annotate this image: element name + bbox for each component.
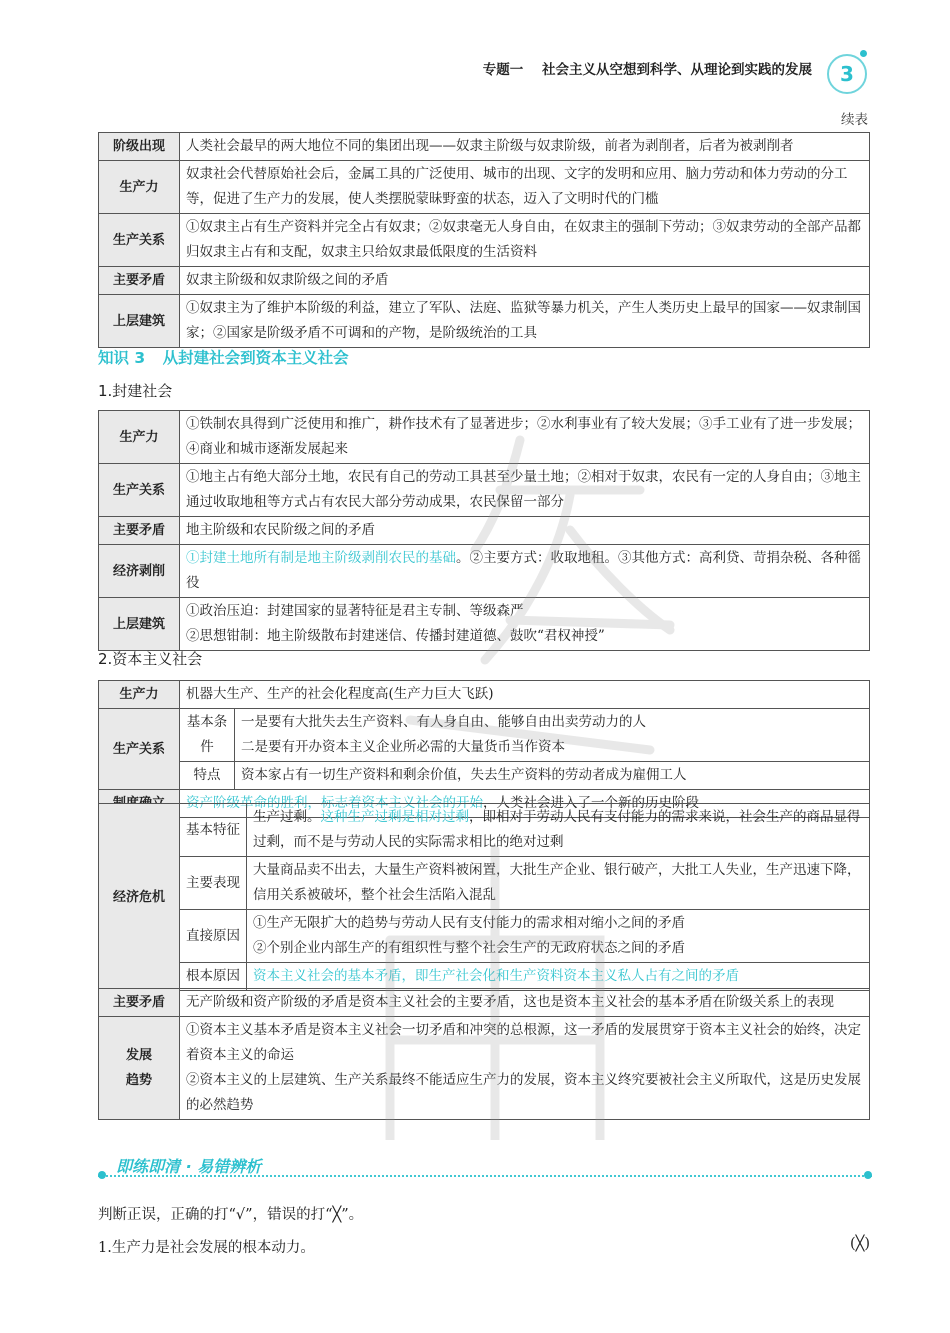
body-text: ，即相对于劳动人民有支付能力的需求来说，社会生产的商品显得过剩，而不是与劳动人民的实际需求相比的绝对过剩 bbox=[253, 809, 861, 850]
table-row bbox=[99, 267, 870, 295]
slave-society-table bbox=[98, 132, 870, 348]
divider-dot bbox=[98, 1171, 106, 1179]
highlighted-text: 这种生产过剩是相对过剩 bbox=[320, 809, 469, 825]
row-content: 大量商品卖不出去，大量生产资料被闲置，大批生产企业、银行破产，大批工人失业，生产迅速下降，信用关系被破坏，整个社会生活陷入混乱 bbox=[247, 857, 870, 910]
table-row bbox=[99, 598, 870, 651]
table-row bbox=[99, 709, 870, 762]
row-header: 主要矛盾 bbox=[99, 989, 180, 1017]
table-row bbox=[99, 910, 870, 963]
instruction: 判断正误，正确的打“√”，错误的打“╳”。 bbox=[98, 1207, 364, 1223]
row-header: 经济剥削 bbox=[99, 545, 180, 598]
header-line-2: 趋势 bbox=[125, 1073, 152, 1088]
continued-label: 续表 bbox=[841, 112, 868, 128]
sub-header: 根本原因 bbox=[180, 963, 247, 991]
row-content: ①地主占有绝大部分土地，农民有自己的劳动工具甚至少量土地；②相对于奴隶，农民有一定的人身自由；③地主通过收取地租等方式占有农民大部分劳动成果，农民保留一部分 bbox=[180, 464, 870, 517]
row-content: 人类社会最早的两大地位不同的集团出现——奴隶主阶级与奴隶阶级，前者为剥削者，后者为被剥削者 bbox=[180, 133, 870, 161]
row-header: 上层建筑 bbox=[99, 295, 180, 348]
table-row bbox=[99, 295, 870, 348]
line-2: ②资本主义的上层建筑、生产关系最终不能适应生产力的发展，资本主义终究要被社会主义所取代，这是历史发展的必然趋势 bbox=[186, 1072, 861, 1113]
topic-label: 专题一 bbox=[482, 62, 524, 78]
row-header: 生产关系 bbox=[99, 214, 180, 267]
row-content: ①铁制农具得到广泛使用和推广，耕作技术有了显著进步；②水利事业有了较大发展；③手工业有了进一步发展；④商业和城市逐渐发展起来 bbox=[180, 411, 870, 464]
divider-dot bbox=[864, 1171, 872, 1179]
row-content bbox=[235, 709, 870, 762]
page-number: 3 bbox=[827, 54, 867, 94]
row-content bbox=[180, 598, 870, 651]
table-row bbox=[99, 963, 870, 991]
row-content bbox=[180, 545, 870, 598]
row-content: 奴隶社会代替原始社会后，金属工具的广泛使用、城市的出现、文字的发明和应用、脑力劳动和体力劳动的分工等，促进了生产力的发展，使人类摆脱蒙昧野蛮的状态，迈入了文明时代的门槛 bbox=[180, 161, 870, 214]
line-2: 二是要有开办资本主义企业所必需的大量货币当作资本 bbox=[241, 739, 565, 755]
feudal-heading: 1.封建社会 bbox=[98, 382, 173, 400]
table-row bbox=[99, 214, 870, 267]
header-line-1: 发展 bbox=[125, 1048, 152, 1063]
page-number-dot bbox=[860, 50, 867, 57]
sub-header: 特点 bbox=[180, 762, 235, 790]
table-row bbox=[99, 161, 870, 214]
row-header: 生产关系 bbox=[99, 464, 180, 517]
numbered-mark: ① bbox=[186, 550, 200, 566]
sub-header: 基本条件 bbox=[180, 709, 235, 762]
row-content bbox=[247, 804, 870, 857]
question-1 bbox=[98, 1236, 870, 1257]
knowledge-title: 从封建社会到资本主义社会 bbox=[162, 349, 349, 367]
table-row bbox=[99, 545, 870, 598]
row-content: 无产阶级和资产阶级的矛盾是资本主义社会的主要矛盾，这也是资本主义社会的基本矛盾在阶级关系上的表现 bbox=[180, 989, 870, 1017]
capitalist-trend-table bbox=[98, 988, 870, 1120]
row-content: 奴隶主阶级和奴隶阶级之间的矛盾 bbox=[180, 267, 870, 295]
row-header: 生产关系 bbox=[99, 709, 180, 790]
table-row bbox=[99, 133, 870, 161]
economic-crisis-table bbox=[98, 803, 870, 991]
table-row bbox=[99, 989, 870, 1017]
sub-header: 主要表现 bbox=[180, 857, 247, 910]
row-header bbox=[99, 1017, 180, 1120]
question-text: 1.生产力是社会发展的根本动力。 bbox=[98, 1240, 315, 1256]
row-content: 地主阶级和农民阶级之间的矛盾 bbox=[180, 517, 870, 545]
row-header: 主要矛盾 bbox=[99, 517, 180, 545]
line-2: ②个别企业内部生产的有组织性与整个社会生产的无政府状态之间的矛盾 bbox=[253, 940, 685, 956]
sub-header: 基本特征 bbox=[180, 804, 247, 857]
line-1: ①政治压迫：封建国家的显著特征是君主专制、等级森严 bbox=[186, 603, 524, 619]
row-content: 资本主义社会的基本矛盾，即生产社会化和生产资料资本主义私人占有之间的矛盾 bbox=[247, 963, 870, 991]
row-content bbox=[247, 910, 870, 963]
table-row bbox=[99, 681, 870, 709]
table-row bbox=[99, 762, 870, 790]
header-title: 社会主义从空想到科学、从理论到实践的发展 bbox=[542, 62, 812, 78]
table-row bbox=[99, 857, 870, 910]
knowledge-number: 知识 3 bbox=[98, 349, 146, 367]
question-answer: (╳) bbox=[849, 1236, 870, 1252]
row-header: 经济危机 bbox=[99, 804, 180, 991]
line-1: 一是要有大批失去生产资料、有人身自由、能够自由出卖劳动力的人 bbox=[241, 714, 646, 730]
table-row bbox=[99, 411, 870, 464]
row-header: 生产力 bbox=[99, 681, 180, 709]
capitalist-heading: 2.资本主义社会 bbox=[98, 650, 203, 668]
table-row bbox=[99, 804, 870, 857]
table-row bbox=[99, 464, 870, 517]
table-row bbox=[99, 1017, 870, 1120]
row-content: ①奴隶主为了维护本阶级的利益，建立了军队、法庭、监狱等暴力机关，产生人类历史上最早的国家——奴隶制国家；②国家是阶级矛盾不可调和的产物，是阶级统治的工具 bbox=[180, 295, 870, 348]
banner-label: 即练即清 · 易错辨析 bbox=[116, 1157, 262, 1176]
feudal-society-table bbox=[98, 410, 870, 651]
row-header: 主要矛盾 bbox=[99, 267, 180, 295]
body-text: 生产过剩。 bbox=[253, 809, 321, 825]
knowledge-heading bbox=[98, 346, 349, 368]
row-header: 上层建筑 bbox=[99, 598, 180, 651]
row-content: 资本家占有一切生产资料和剩余价值，失去生产资料的劳动者成为雇佣工人 bbox=[235, 762, 870, 790]
line-2: ②思想钳制：地主阶级散布封建迷信、传播封建道德、鼓吹“君权神授” bbox=[186, 628, 605, 644]
sub-header: 直接原因 bbox=[180, 910, 247, 963]
row-content: ①奴隶主占有生产资料并完全占有奴隶；②奴隶毫无人身自由，在奴隶主的强制下劳动；③奴隶劳动的全部产品都归奴隶主占有和支配，奴隶主只给奴隶最低限度的生活资料 bbox=[180, 214, 870, 267]
row-header: 生产力 bbox=[99, 161, 180, 214]
running-header bbox=[483, 58, 812, 78]
table-row bbox=[99, 517, 870, 545]
body-text: ，人类社会进入了一个新的历史阶段 bbox=[483, 795, 699, 811]
highlighted-text: 资产阶级革命的胜利，标志着资本主义社会的开始 bbox=[186, 795, 483, 811]
practice-banner bbox=[98, 1150, 872, 1180]
line-1: ①资本主义基本矛盾是资本主义社会一切矛盾和冲突的总根源，这一矛盾的发展贯穿于资本主义社会的始终，决定着资本主义的命运 bbox=[186, 1022, 861, 1063]
row-header: 生产力 bbox=[99, 411, 180, 464]
row-content: 机器大生产、生产的社会化程度高(生产力巨大飞跃) bbox=[180, 681, 870, 709]
dotted-divider bbox=[98, 1175, 872, 1177]
body-text: 。②主要方式：收取地租。③其他方式：高利贷、苛捐杂税、各种徭役 bbox=[186, 550, 861, 591]
line-1: ①生产无限扩大的趋势与劳动人民有支付能力的需求相对缩小之间的矛盾 bbox=[253, 915, 685, 931]
highlighted-text: 封建土地所有制是地主阶级剥削农民的基础 bbox=[199, 550, 456, 566]
capitalist-society-table bbox=[98, 680, 870, 818]
row-content bbox=[180, 1017, 870, 1120]
row-header: 阶级出现 bbox=[99, 133, 180, 161]
